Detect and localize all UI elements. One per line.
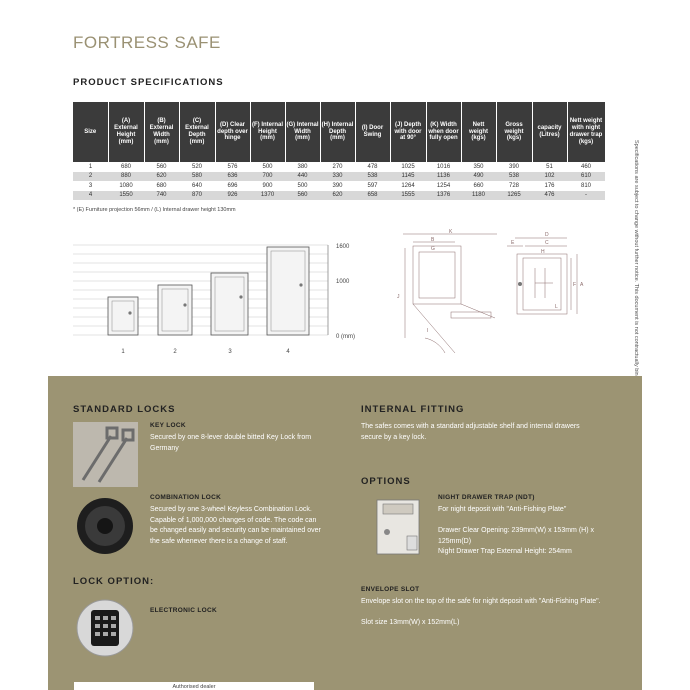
dimension-diagram [395, 228, 605, 363]
authorised-dealer-box: Authorised dealer [74, 682, 314, 690]
safe-size-1 [108, 297, 138, 335]
table-cell: 330 [320, 172, 355, 182]
combination-lock-text: Secured by one 3-wheel Keyless Combination Lock. Capable of 1,000,000 changes of code. The code can be changed easily and security can be maintained over the safe whenever there is a change of staff. [150, 506, 321, 545]
key-lock-title: KEY LOCK [150, 422, 186, 429]
ndt-line-3: Night Drawer Trap External Height: 254mm [438, 548, 572, 555]
table-cell: 728 [496, 181, 532, 191]
key-lock-text: Secured by one 8-lever double bitted Key Lock from Germany [150, 434, 312, 452]
col-header: (C) External Depth (mm) [179, 102, 215, 162]
table-cell: 1 [73, 162, 108, 172]
plan-view [403, 234, 497, 353]
table-cell: 350 [461, 162, 496, 172]
col-header: capacity (Litres) [532, 102, 567, 162]
col-header: Nett weight with night drawer trap (kgs) [567, 102, 605, 162]
dial-mark [518, 282, 522, 286]
drawer-safe-icon [373, 496, 425, 558]
col-header: (H) Internal Depth (mm) [320, 102, 355, 162]
table-cell: 390 [496, 162, 532, 172]
internal-fitting-heading: INTERNAL FITTING [361, 404, 465, 415]
table-cell: 1555 [390, 191, 426, 201]
table-cell: 1136 [426, 172, 461, 182]
table-cell: 1080 [108, 181, 144, 191]
table-cell: 620 [144, 172, 179, 182]
table-cell: 1370 [250, 191, 285, 201]
col-header: (B) External Width (mm) [144, 102, 179, 162]
spec-header-row [73, 102, 605, 162]
table-cell: 1265 [496, 191, 532, 201]
table-row [73, 172, 605, 182]
table-cell: 597 [355, 181, 390, 191]
table-cell: 680 [144, 181, 179, 191]
table-cell: 270 [320, 162, 355, 172]
table-cell: 926 [215, 191, 250, 201]
ndt-line-2: Drawer Clear Opening: 239mm(W) x 153mm (H) x 125mm(D) [438, 527, 594, 545]
table-cell: 1376 [426, 191, 461, 201]
table-cell: - [567, 191, 605, 201]
table-cell: 740 [144, 191, 179, 201]
combination-lock-title: COMBINATION LOCK [150, 494, 222, 501]
dim-label: C [545, 240, 549, 246]
scale-label: 1000 [336, 279, 350, 285]
spec-table [73, 102, 606, 200]
table-cell: 500 [285, 181, 320, 191]
table-cell: 460 [567, 162, 605, 172]
spec-heading: PRODUCT SPECIFICATIONS [73, 77, 224, 88]
table-cell: 680 [108, 162, 144, 172]
table-cell: 102 [532, 172, 567, 182]
table-cell: 880 [108, 172, 144, 182]
col-header: Gross weight (kgs) [496, 102, 532, 162]
table-cell: 4 [73, 191, 108, 201]
table-cell: 3 [73, 181, 108, 191]
table-cell: 700 [250, 172, 285, 182]
table-cell: 1145 [390, 172, 426, 182]
table-cell: 2 [73, 172, 108, 182]
col-header: (D) Clear depth over hinge [215, 102, 250, 162]
ndt-line-1: For night deposit with "Anti-Fishing Plate" [438, 506, 567, 513]
size-comparison-diagram [73, 235, 373, 360]
table-cell: 560 [144, 162, 179, 172]
table-cell: 1180 [461, 191, 496, 201]
table-cell: 640 [179, 181, 215, 191]
table-cell: 610 [567, 172, 605, 182]
table-cell: 1025 [390, 162, 426, 172]
safe-size-4 [267, 247, 309, 335]
electronic-lock-image [73, 596, 138, 661]
table-cell: 538 [355, 172, 390, 182]
night-drawer-trap-title: NIGHT DRAWER TRAP (NDT) [438, 494, 535, 501]
table-cell: 580 [179, 172, 215, 182]
document-title: FORTRESS SAFE [73, 33, 221, 52]
dim-label: B [431, 237, 435, 243]
col-header: (K) Width when door fully open [426, 102, 461, 162]
table-cell: 500 [250, 162, 285, 172]
table-cell: 380 [285, 162, 320, 172]
table-cell: 490 [461, 172, 496, 182]
dimension-drawing [395, 228, 605, 363]
dim-label: G [431, 246, 435, 252]
col-header: (A) External Height (mm) [108, 102, 144, 162]
combination-dial-icon [73, 494, 138, 559]
table-cell: 1264 [390, 181, 426, 191]
table-cell: 1550 [108, 191, 144, 201]
table-cell: 658 [355, 191, 390, 201]
size-label: 4 [286, 349, 290, 355]
table-cell: 176 [532, 181, 567, 191]
table-cell: 870 [179, 191, 215, 201]
dim-label: I [427, 328, 429, 334]
table-cell: 660 [461, 181, 496, 191]
night-drawer-trap-image [373, 496, 425, 558]
table-cell: 390 [320, 181, 355, 191]
table-cell: 560 [285, 191, 320, 201]
dim-label: E [511, 240, 515, 246]
dim-label: H [541, 249, 545, 255]
lock-option-heading: LOCK OPTION: [73, 576, 155, 587]
features-panel [48, 376, 642, 690]
dim-label: J [397, 294, 400, 300]
size-label: 3 [228, 349, 232, 355]
col-header: (J) Depth with door at 90° [390, 102, 426, 162]
table-cell: 538 [496, 172, 532, 182]
table-cell: 478 [355, 162, 390, 172]
table-cell: 900 [250, 181, 285, 191]
col-header: Nett weight (kgs) [461, 102, 496, 162]
table-cell: 51 [532, 162, 567, 172]
col-header: (G) Internal Width (mm) [285, 102, 320, 162]
table-cell: 520 [179, 162, 215, 172]
table-cell: 696 [215, 181, 250, 191]
safe-size-3 [211, 273, 248, 335]
table-footnote: * (E) Furniture projection 56mm / (L) Internal drawer height 130mm [73, 207, 236, 213]
envelope-slot-title: ENVELOPE SLOT [361, 586, 420, 593]
internal-fitting-text: The safes comes with a standard adjustable shelf and internal drawers secure by a key lock. [361, 423, 580, 441]
keypad-icon [73, 596, 138, 661]
table-cell: 620 [320, 191, 355, 201]
col-header: (I) Door Swing [355, 102, 390, 162]
col-header: (F) Internal Height (mm) [250, 102, 285, 162]
key-icon [73, 422, 138, 487]
options-heading: OPTIONS [361, 476, 411, 487]
dim-label: F [573, 282, 577, 288]
key-lock-image [73, 422, 138, 487]
dim-label: D [545, 232, 549, 238]
scale-label: 1600 [336, 244, 350, 250]
standard-locks-heading: STANDARD LOCKS [73, 404, 176, 415]
col-header: Size [73, 102, 108, 162]
dim-label: L [555, 304, 558, 310]
envelope-slot-text: Envelope slot on the top of the safe for night deposit with "Anti-Fishing Plate". [361, 598, 601, 605]
table-cell: 476 [532, 191, 567, 201]
table-row [73, 191, 605, 201]
size-label: 2 [173, 349, 177, 355]
table-cell: 440 [285, 172, 320, 182]
safe-size-2 [158, 285, 192, 335]
dim-label: A [580, 282, 584, 288]
table-cell: 1016 [426, 162, 461, 172]
table-cell: 576 [215, 162, 250, 172]
table-cell: 810 [567, 181, 605, 191]
scale-label: 0 (mm) [336, 334, 355, 340]
size-label: 1 [121, 349, 125, 355]
table-cell: 1254 [426, 181, 461, 191]
table-cell: 636 [215, 172, 250, 182]
envelope-slot-size: Slot size 13mm(W) x 152mm(L) [361, 619, 460, 626]
dim-label: K [449, 229, 453, 235]
size-comparison-figure [73, 235, 373, 360]
table-row [73, 162, 605, 172]
table-row [73, 181, 605, 191]
electronic-lock-title: ELECTRONIC LOCK [150, 607, 217, 614]
combination-lock-image [73, 494, 138, 559]
